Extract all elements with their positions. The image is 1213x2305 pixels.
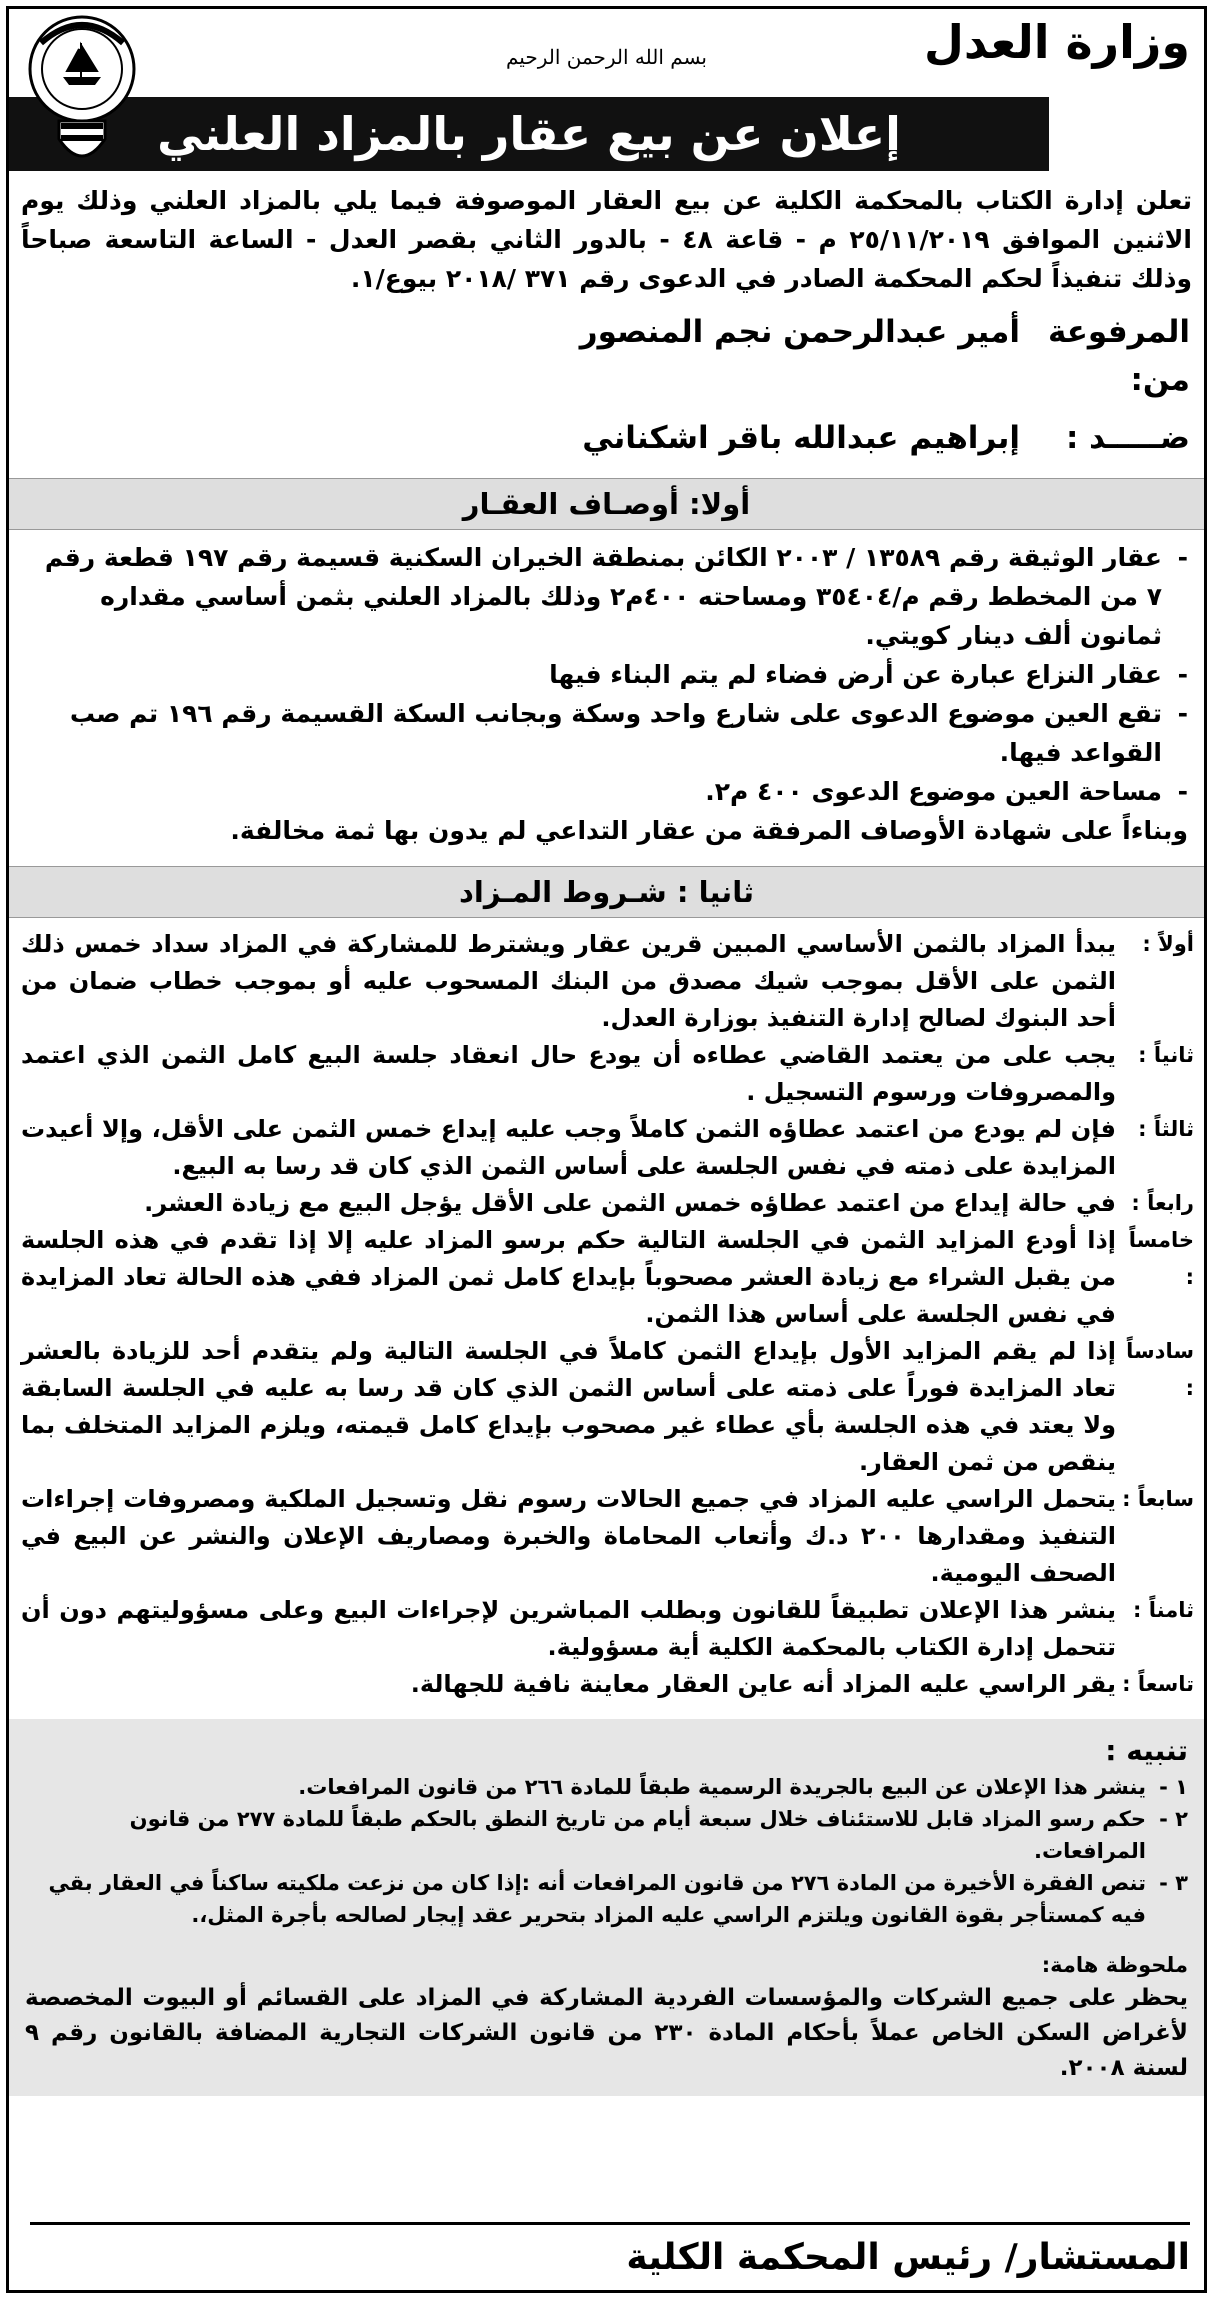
- plaintiff-row: [9, 298, 1204, 404]
- condition-item: رابعاً : في حالة إيداع من اعتمد عطاؤه خمس الثمن على الأقل يؤجل البيع مع زيادة العشر.: [144, 1189, 1194, 1217]
- condition-item: خامساً : إذا أودع المزايد الثمن في الجلسة التالية حكم برسو المزاد عليه إلا إذا تقدم في هذه الجلسة من يقبل الشراء مع زيادة العشر مصحوباً بإيداع كامل ثمن المزاد ففي هذه الحالة تعاد المزايدة في نفس الجلسة على أساس هذا الثمن.: [21, 1226, 1194, 1328]
- list-item: - عقار النزاع عبارة عن أرض فضاء لم يتم البناء فيها: [549, 660, 1188, 689]
- condition-item: تاسعاً : يقر الراسي عليه المزاد أنه عاين العقار معاينة نافية للجهالة.: [410, 1670, 1194, 1698]
- notice-box: [9, 1719, 1204, 2096]
- condition-item: ثامناً : ينشر هذا الإعلان تطبيقاً للقانون وبطلب المباشرين لإجراءات البيع وعلى مسؤوليتهم دون أن تتحمل إدارة الكتاب بالمحكمة الكلية أية مسؤولية.: [21, 1596, 1194, 1661]
- kuwait-emblem-icon: [23, 13, 141, 171]
- property-description-heading: أولا: أوصـاف العقـار: [9, 478, 1204, 530]
- condition-item: أولاً : يبدأ المزاد بالثمن الأساسي المبين قرين عقار ويشترط للمشاركة في المزاد سداد خمس ذلك الثمن على الأقل بموجب شيك مصدق من البنك المسحوب عليه أو بموجب خطاب ضمان من أحد البنوك لصالح إدارة التنفيذ بوزارة العدل.: [21, 930, 1194, 1032]
- plaintiff-name: أمير عبدالرحمن نجم المنصور: [579, 314, 1020, 350]
- auction-conditions: [9, 926, 1204, 1703]
- property-description: [9, 538, 1204, 850]
- list-item: - تقع العين موضوع الدعوى على شارع واحد وسكة وبجانب السكة القسيمة رقم ١٩٦ تم صب القواعد فيها.: [69, 699, 1188, 767]
- notice-item: ٣ - تنص الفقرة الأخيرة من المادة ٢٧٦ من قانون المرافعات أنه :إذا كان من نزعت ملكيته ساكناً في العقار بقي فيه كمستأجر بقوة القانون ويلتزم الراسي عليه المزاد بتحرير عقد إيجار لصالحه بأجرة المثل،.: [48, 1871, 1188, 1927]
- condition-item: ثالثاً : فإن لم يودع من اعتمد عطاؤه الثمن كاملاً وجب عليه إيداع خمس الثمن على الأقل، وإلا أعيدت المزايدة على ذمته في نفس الجلسة على أساس الثمن الذي كان قد رسا به البيع.: [21, 1115, 1194, 1180]
- intro-paragraph: تعلن إدارة الكتاب بالمحكمة الكلية عن بيع العقار الموصوفة فيما يلي بالمزاد العلني وذلك يوم الاثنين الموافق ٢٥/١١/٢٠١٩ م - قاعة ٤٨ - بالدور الثاني بقصر العدل - الساعة التاسعة صباحاً وذلك تنفيذاً لحكم المحكمة الصادر في الدعوى رقم ٣٧١ /٢٠١٨ بيوع/١.: [21, 186, 1192, 293]
- remark-text: يحظر على جميع الشركات والمؤسسات الفردية المشاركة في المزاد على القسائم أو البيوت المخصصة لأغراض السكن الخاص عملاً بأحكام المادة ٢٣٠ من قانون الشركات التجارية المضافة بالقانون رقم ٩ لسنة ٢٠٠٨.: [25, 1985, 1188, 2081]
- notice-item: ١ - ينشر هذا الإعلان عن البيع بالجريدة الرسمية طبقاً للمادة ٢٦٦ من قانون المرافعات.: [298, 1775, 1188, 1799]
- condition-item: ثانياً : يجب على من يعتمد القاضي عطاءه أن يودع حال انعقاد جلسة البيع كامل الثمن الذي اعتمد والمصروفات ورسوم التسجيل .: [21, 1041, 1194, 1106]
- announcement-page: [6, 6, 1207, 2293]
- auction-conditions-heading: ثانيا : شـروط المـزاد: [9, 866, 1204, 918]
- basmala: بسم الله الرحمن الرحيم: [505, 45, 707, 69]
- plaintiff-label: المرفوعة من:: [1047, 314, 1190, 398]
- announcement-title: إعلان عن بيع عقار بالمزاد العلني: [9, 97, 1049, 171]
- description-closing: وبناءاً على شهادة الأوصاف المرفقة من عقار التداعي لم يدون بها ثمة مخالفة.: [230, 816, 1188, 845]
- header: [9, 9, 1204, 97]
- remark-title: ملحوظة هامة:: [1041, 1953, 1188, 1977]
- list-item: - مساحة العين موضوع الدعوى ٤٠٠ م٢.: [705, 777, 1188, 806]
- defendant-row: [9, 404, 1204, 462]
- notice-item: ٢ - حكم رسو المزاد قابل للاستئناف خلال سبعة أيام من تاريخ النطق بالحكم طبقاً للمادة ٢٧٧ من قانون المرافعات.: [129, 1807, 1188, 1863]
- list-item: - عقار الوثيقة رقم ١٣٥٨٩ / ٢٠٠٣ الكائن بمنطقة الخيران السكنية قسيمة رقم ١٩٧ قطعة رقم ٧ من المخطط رقم م/٣٥٤٠٤ ومساحته ٤٠٠م٢ وذلك بالمزاد العلني بثمن أساسي مقداره ثمانون ألف دينار كويتي.: [44, 543, 1188, 650]
- ministry-name: وزارة العدل: [924, 15, 1190, 69]
- signature: المستشار/ رئيس المحكمة الكلية: [30, 2222, 1190, 2278]
- defendant-label: ضـــــد :: [1065, 420, 1190, 456]
- defendant-name: إبراهيم عبدالله باقر اشكناني: [582, 420, 1020, 456]
- notice-title: تنبيه :: [1105, 1734, 1188, 1767]
- condition-item: سادساً : إذا لم يقم المزايد الأول بإيداع الثمن كاملاً في الجلسة التالية ولم يتقدم أحد للزيادة بالعشر تعاد المزايدة فوراً على ذمته على أساس الثمن الذي كان قد رسا به عليه في الجلسة السابقة ولا يعتد في هذه الجلسة بأي عطاء غير مصحوب بإيداع كامل قيمته، ويلزم المزايد المتخلف بما ينقص من ثمن العقار.: [21, 1337, 1194, 1476]
- condition-item: سابعاً : يتحمل الراسي عليه المزاد في جميع الحالات رسوم نقل وتسجيل الملكية ومصروفات إجراءات التنفيذ ومقدارها ٢٠٠ د.ك وأتعاب المحاماة والخبرة ومصاريف الإعلان والنشر عن البيع في الصحف اليومية.: [21, 1485, 1194, 1587]
